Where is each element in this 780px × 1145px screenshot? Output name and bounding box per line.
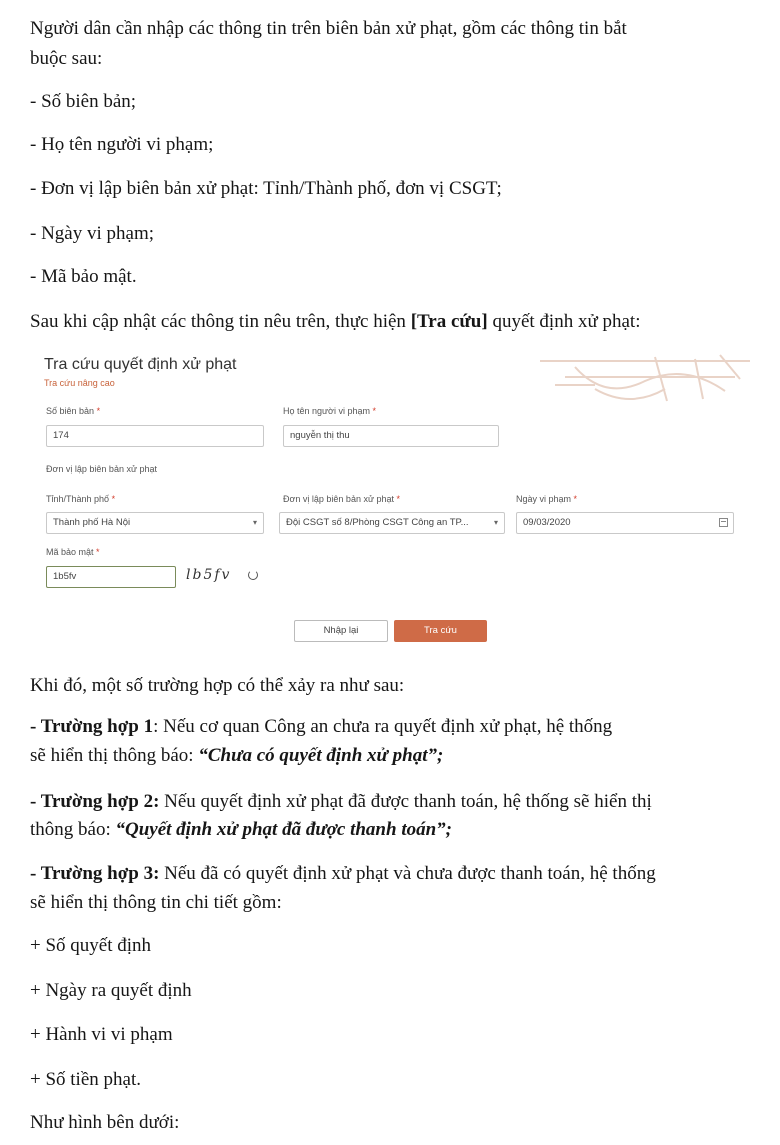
- violation-date-input[interactable]: 09/03/2020: [516, 512, 734, 534]
- lookup-form-screenshot: [30, 344, 752, 656]
- case-2-line-1: - Trường hợp 2: Nếu quyết định xử phạt đã được thanh toán, hệ thống sẽ hiển thị: [30, 791, 652, 812]
- record-no-input[interactable]: 174: [46, 425, 264, 447]
- after-update-line: Sau khi cập nhật các thông tin nêu trên, thực hiện [Tra cứu] quyết định xử phạt:: [30, 311, 641, 332]
- case-1-line-2: sẽ hiển thị thông báo: “Chưa có quyết định xử phạt”;: [30, 745, 444, 766]
- case-1-message: “Chưa có quyết định xử phạt”;: [198, 745, 444, 766]
- detail-violation: + Hành vi vi phạm: [30, 1024, 173, 1045]
- case-2-line-2: thông báo: “Quyết định xử phạt đã được thanh toán”;: [30, 819, 452, 840]
- detail-decision-date: + Ngày ra quyết định: [30, 980, 192, 1001]
- case-3-line-2: sẽ hiển thị thông tin chi tiết gồm:: [30, 892, 282, 913]
- unit-section-label: Đơn vị lập biên bản xử phạt: [46, 464, 157, 474]
- case-2-message: “Quyết định xử phạt đã được thanh toán”;: [115, 819, 452, 840]
- detail-fine-amount: + Số tiền phạt.: [30, 1069, 141, 1090]
- date-label: Ngày vi phạm *: [516, 494, 578, 504]
- decorative-banner: [535, 349, 752, 411]
- required-item-captcha: - Mã bảo mật.: [30, 266, 137, 287]
- intro-line-1: Người dân cần nhập các thông tin trên biên bản xử phạt, gồm các thông tin bắt: [30, 18, 627, 39]
- cases-intro: Khi đó, một số trường hợp có thể xảy ra như sau:: [30, 675, 405, 696]
- calendar-icon[interactable]: [719, 518, 728, 527]
- required-item-date: - Ngày vi phạm;: [30, 223, 155, 244]
- province-select[interactable]: Thành phố Hà Nội ▾: [46, 512, 264, 534]
- closing-line: Như hình bên dưới:: [30, 1112, 180, 1133]
- required-item-record-no: - Số biên bản;: [30, 91, 137, 112]
- captcha-label: Mã bảo mật *: [46, 547, 100, 557]
- violator-label: Họ tên người vi phạm *: [283, 406, 376, 416]
- province-label: Tỉnh/Thành phố *: [46, 494, 116, 504]
- record-no-label: Số biên bản *: [46, 406, 101, 416]
- search-button[interactable]: Tra cứu: [394, 620, 487, 642]
- captcha-image: lb5fv: [186, 567, 232, 583]
- advanced-search-link[interactable]: Tra cứu nâng cao: [44, 378, 115, 388]
- violator-name-input[interactable]: nguyễn thị thu: [283, 425, 499, 447]
- lookup-keyword: [Tra cứu]: [410, 311, 488, 332]
- required-item-unit: - Đơn vị lập biên bản xử phạt: Tỉnh/Thành phố, đơn vị CSGT;: [30, 178, 502, 199]
- captcha-input[interactable]: 1b5fv: [46, 566, 176, 588]
- dropdown-caret-icon: ▾: [252, 518, 257, 527]
- required-item-violator: - Họ tên người vi phạm;: [30, 134, 214, 155]
- dropdown-caret-icon: ▾: [493, 518, 498, 527]
- reset-button[interactable]: Nhập lại: [294, 620, 388, 642]
- form-title: Tra cứu quyết định xử phạt: [44, 356, 237, 373]
- unit-select[interactable]: Đội CSGT số 8/Phòng CSGT Công an TP... ▾: [279, 512, 505, 534]
- case-1-line-1: - Trường hợp 1: Nếu cơ quan Công an chưa ra quyết định xử phạt, hệ thống: [30, 716, 613, 737]
- case-3-line-1: - Trường hợp 3: Nếu đã có quyết định xử phạt và chưa được thanh toán, hệ thống: [30, 863, 656, 884]
- intro-line-2: buộc sau:: [30, 48, 103, 69]
- unit-label: Đơn vị lập biên bản xử phạt *: [283, 494, 401, 504]
- detail-decision-no: + Số quyết định: [30, 935, 152, 956]
- refresh-captcha-icon[interactable]: [248, 570, 258, 580]
